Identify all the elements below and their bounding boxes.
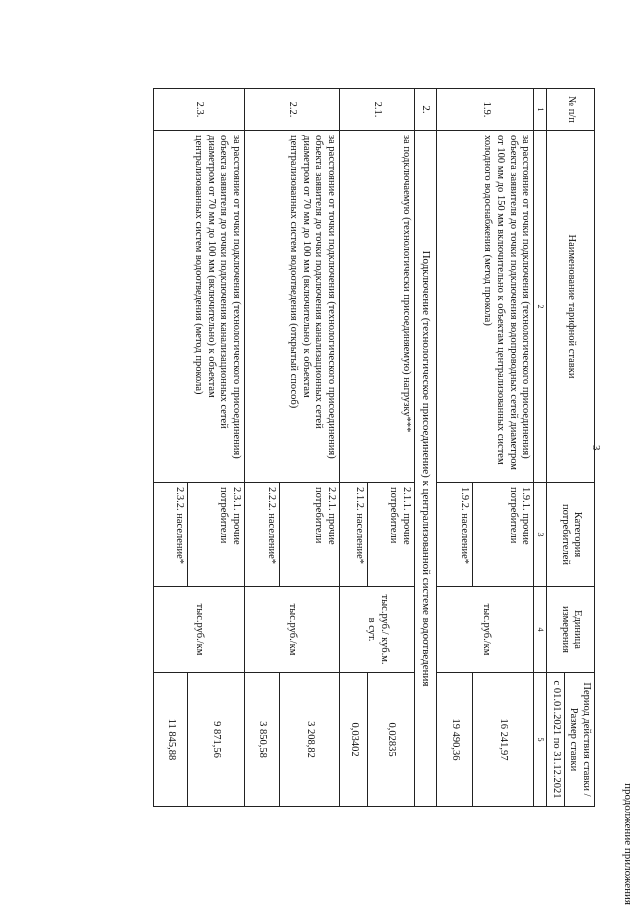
col-header-period-range: с 01.01.2021 по 31.12.2021 [547,673,565,807]
col-index-5: 5 [534,673,547,807]
row-name: за расстояние от точки подключения (технологического присоединения) объекта заявителя до точки подключения канализационных сетей диаметром от 70 мм до 100 мм (включительно) к объектам централизованных систем водоотведения (открытый способ) [245,131,340,483]
category-other: 2.3.1. прочие потребители [187,483,244,587]
row-name: за расстояние от точки подключения (технологического присоединения) объекта заявителя до точки подключения канализационных сетей диаметром от 70 мм до 100 мм (включительно) к объектам централизованных систем водоотведения (метод прокола) [154,131,245,483]
rate-population: 0,03402 [340,673,368,807]
category-population: 2.2.2. население* [245,483,280,587]
header-row [564,89,594,807]
section-row [415,89,437,807]
row-number: 2.2. [245,89,340,131]
category-population: 2.1.2. население* [340,483,368,587]
rate-other: 9 871,56 [187,673,244,807]
col-header-unit: Единица измерения [547,587,595,673]
unit-cell: тыс.руб./км [437,587,534,673]
page-number: 3 [590,445,602,451]
row-number: 2.3. [154,89,245,131]
unit-cell: тыс.руб./км [245,587,340,673]
table-row [280,89,340,807]
unit-cell: тыс.руб./км [154,587,245,673]
section-number: 2. [415,89,437,131]
row-number: 2.1. [340,89,415,131]
rate-population: 3 850,58 [245,673,280,807]
category-population: 2.3.2. население* [154,483,188,587]
row-name: за подключаемую (технологически присоединяемую) нагрузку*** [340,131,415,483]
rate-other: 3 208,82 [280,673,340,807]
category-other: 2.1.1. прочие потребители [367,483,414,587]
col-header-period: Период действия ставки /Размер ставки [564,673,594,807]
category-population: 1.9.2. население* [437,483,473,587]
section-title: Подключение (технологическое присоединение) к централизованной системе водоотведения [415,131,437,807]
col-index-3: 3 [534,483,547,587]
rate-population: 19 490,36 [437,673,473,807]
rate-other: 0,02835 [367,673,414,807]
col-index-1: 1 [534,89,547,131]
rate-population: 11 845,88 [154,673,188,807]
col-header-name: Наименование тарифной ставки [547,131,595,483]
row-name: за расстояние от точки подключения (технологического присоединения) объекта заявителя до точки подключения водопроводных сетей диаметром от 100 мм до 150 мм включительно к объектам централизованных систем холодного водоснабжения (метод прокола) [437,131,534,483]
table-row [187,89,244,807]
table-row [367,89,414,807]
category-other: 1.9.1. прочие потребители [472,483,533,587]
unit-cell: тыс.руб./ куб.м. в сут. [340,587,415,673]
col-header-category: Категория потребителей [547,483,595,587]
continuation-note: продолжение приложения [622,783,634,905]
column-index-row [534,89,547,807]
col-index-2: 2 [534,131,547,483]
table-row [472,89,533,807]
rate-other: 16 241,97 [472,673,533,807]
category-other: 2.2.1. прочие потребители [280,483,340,587]
tariff-table [153,88,595,807]
col-index-4: 4 [534,587,547,673]
row-number: 1.9. [437,89,534,131]
col-header-num: № п/п [547,89,595,131]
